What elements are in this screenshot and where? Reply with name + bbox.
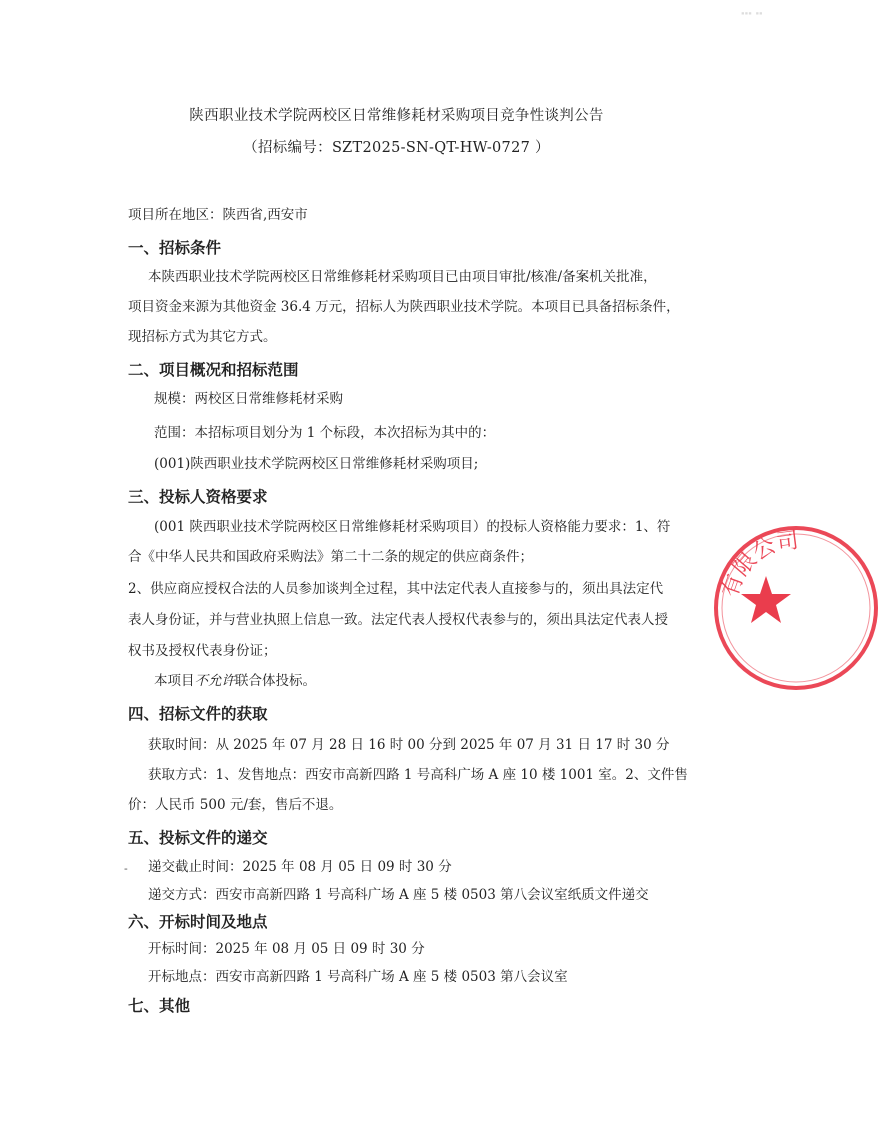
seal-star-icon [741, 576, 791, 623]
lot-item: (001)陕西职业技术学院两校区日常维修耗材采购项目; [154, 456, 479, 472]
project-scale: 规模：两校区日常维修耗材采购 [154, 391, 343, 407]
opening-place: 开标地点：西安市高新四路 1 号高科广场 A 座 5 楼 0503 第八会议室 [148, 969, 568, 985]
qualification-line: (001 陕西职业技术学院两校区日常维修耗材采购项目）的投标人资格能力要求：1、符 [154, 519, 671, 535]
section-heading-6: 六、开标时间及地点 [128, 913, 268, 931]
section-heading-4: 四、招标文件的获取 [128, 705, 268, 723]
joint-bid-suffix: 联合体投标。 [235, 673, 316, 689]
qualification-line: 合《中华人民共和国政府采购法》第二十二条的规定的供应商条件； [128, 549, 533, 565]
project-region: 项目所在地区：陕西省,西安市 [128, 207, 308, 223]
section-heading-2: 二、项目概况和招标范围 [128, 361, 299, 379]
joint-bid-statement [154, 672, 316, 690]
scan-mark: ▪▪▪ ▪▪ [741, 10, 763, 17]
acquisition-price: 价：人民币 500 元/套，售后不退。 [128, 797, 343, 813]
section1-paragraph-line: 本陕西职业技术学院两校区日常维修耗材采购项目已由项目审批/核准/备案机关批准， [148, 269, 657, 285]
acquisition-time: 获取时间：从 2025 年 07 月 28 日 16 时 00 分到 2025 年 07 月 31 日 17 时 30 分 [148, 737, 670, 753]
qualification-line: 2、供应商应授权合法的人员参加谈判全过程，其中法定代表人直接参与的，须出具法定代 [128, 581, 664, 597]
opening-time: 开标时间：2025 年 08 月 05 日 09 时 30 分 [148, 941, 425, 957]
tender-number: （招标编号：SZT2025-SN-QT-HW-0727 ） [243, 140, 550, 156]
acquisition-method: 获取方式：1、发售地点：西安市高新四路 1 号高科广场 A 座 10 楼 1001 室。2、文件售 [148, 767, 688, 783]
submission-method: 递交方式：西安市高新四路 1 号高科广场 A 座 5 楼 0503 第八会议室纸质文件递交 [148, 887, 649, 903]
document-title: 陕西职业技术学院两校区日常维修耗材采购项目竞争性谈判公告 [189, 108, 604, 124]
section-heading-3: 三、投标人资格要求 [128, 488, 268, 506]
section1-paragraph-line: 项目资金来源为其他资金 36.4 万元，招标人为陕西职业技术学院。本项目已具备招标条件， [128, 299, 680, 315]
section-heading-1: 一、招标条件 [128, 239, 222, 257]
joint-bid-handwritten: 不允许 [194, 673, 235, 689]
section1-paragraph-line: 现招标方式为其它方式。 [128, 329, 277, 345]
section-heading-7: 七、其他 [128, 997, 191, 1015]
project-scope: 范围：本招标项目划分为 1 个标段，本次招标为其中的： [154, 425, 496, 441]
company-seal-stamp [706, 518, 886, 698]
seal-text [718, 528, 800, 600]
submission-deadline: 递交截止时间：2025 年 08 月 05 日 09 时 30 分 [148, 859, 452, 875]
margin-mark: - [124, 862, 128, 875]
joint-bid-prefix: 本项目 [154, 673, 195, 689]
section-heading-5: 五、投标文件的递交 [128, 829, 268, 847]
seal-text-path: 有限公司 [717, 528, 801, 601]
qualification-line: 权书及授权代表身份证； [128, 643, 277, 659]
qualification-line: 表人身份证，并与营业执照上信息一致。法定代表人授权代表参与的，须出具法定代表人授 [128, 612, 668, 628]
